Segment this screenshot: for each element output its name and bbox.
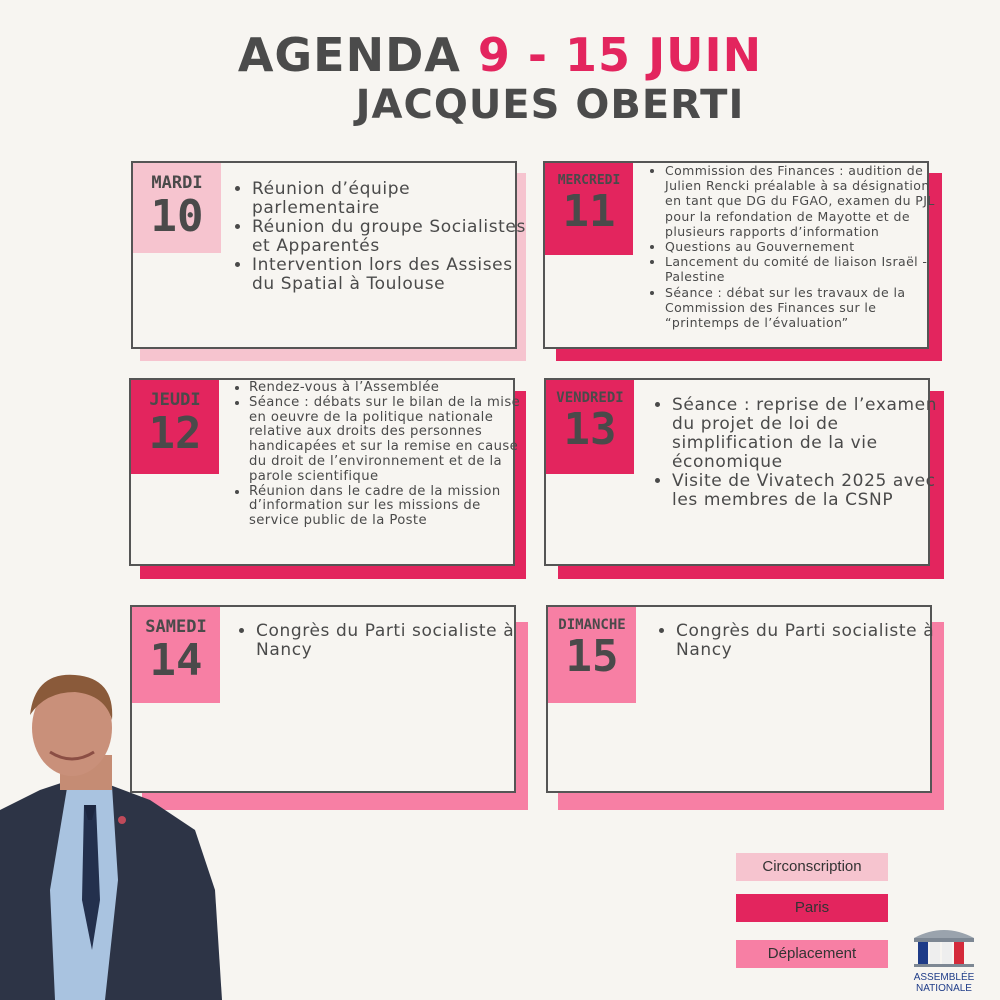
event-list xyxy=(652,396,944,510)
date-box xyxy=(548,607,636,703)
assemblee-nationale-logo xyxy=(906,924,982,994)
event-item: • Réunion du groupe Socialistes et Apparentés xyxy=(252,218,527,256)
event-item: • Visite de Vivatech 2025 avec les membres de la CSNP xyxy=(672,472,944,510)
event-item: • Lancement du comité de liaison Israël - Palestine xyxy=(665,254,943,284)
portrait-photo xyxy=(0,660,225,1000)
event-item: • Congrès du Parti socialiste à Nancy xyxy=(676,622,946,660)
day-number: 15 xyxy=(565,631,619,682)
page-title xyxy=(0,28,1000,82)
event-item: • Congrès du Parti socialiste à Nancy xyxy=(256,622,526,660)
logo-text-line1: ASSEMBLÉE xyxy=(913,972,975,983)
event-item: • Commission des Finances : audition de Julien Rencki préalable à sa désignation en tant que DG du FGAO, examen du PJL pour la refondation de Mayotte et de plusieurs rapports d’information xyxy=(665,163,943,239)
day-name: VENDREDI xyxy=(556,390,624,406)
title-main: AGENDA xyxy=(237,28,461,82)
logo-text-line2: NATIONALE xyxy=(916,983,972,994)
event-list xyxy=(229,381,531,529)
day-name: MARDI xyxy=(151,173,203,193)
legend-circonscription: Circonscription xyxy=(736,853,888,881)
date-box xyxy=(545,163,633,255)
event-item: • Rendez-vous à l’Assemblée xyxy=(249,381,531,396)
event-item: • Séance : reprise de l’examen du projet de loi de simplification de la vie économique xyxy=(672,396,944,472)
legend-deplacement: Déplacement xyxy=(736,940,888,968)
day-number: 12 xyxy=(148,408,202,459)
day-number: 10 xyxy=(150,191,204,242)
title-dates: 9 - 15 JUIN xyxy=(477,28,763,82)
day-name: DIMANCHE xyxy=(558,617,626,633)
date-box xyxy=(546,380,634,474)
event-item: • Séance : débat sur les travaux de la Commission des Finances sur le “printemps de l’évaluation” xyxy=(665,285,943,331)
event-item: • Séance : débats sur le bilan de la mise en oeuvre de la politique nationale relative aux droits des personnes handicapées et sur la remise en cause du droit de l’environnement et de la parole scientifique xyxy=(249,396,531,485)
page-subtitle: JACQUES OBERTI xyxy=(355,82,745,128)
day-number: 13 xyxy=(563,404,617,455)
event-item: • Questions au Gouvernement xyxy=(665,239,943,254)
event-item: • Réunion dans le cadre de la mission d’information sur les missions de service public de la Poste xyxy=(249,485,531,529)
date-box xyxy=(133,163,221,253)
day-number: 11 xyxy=(562,186,616,237)
event-list xyxy=(645,163,943,330)
event-item: • Intervention lors des Assises du Spatial à Toulouse xyxy=(252,256,527,294)
event-list xyxy=(656,622,946,660)
legend-paris: Paris xyxy=(736,894,888,922)
assembly-building-icon xyxy=(906,924,982,968)
day-name: JEUDI xyxy=(149,390,201,410)
day-number: 14 xyxy=(149,635,203,686)
event-list xyxy=(236,622,526,660)
date-box xyxy=(131,380,219,474)
day-name: MERCREDI xyxy=(557,173,621,188)
event-list xyxy=(232,180,527,294)
event-item: • Réunion d’équipe parlementaire xyxy=(252,180,527,218)
day-name: SAMEDI xyxy=(145,617,207,637)
